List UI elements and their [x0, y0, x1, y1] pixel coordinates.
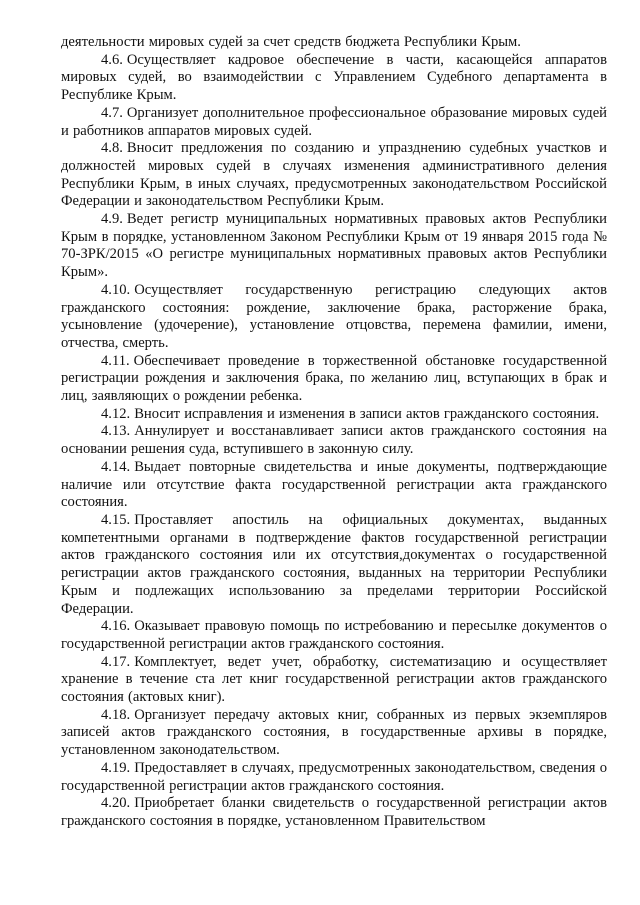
paragraph-4-19: [61, 760, 607, 795]
paragraph-number: 4.9.: [101, 211, 123, 228]
paragraph-text: Комплектует, ведет учет, обработку, систематизацию и осуществляет хранение в течение ста лет книг государственной регистрации актов гражданского состояния (актовых книг).: [61, 653, 607, 706]
paragraph-4-9: [61, 211, 607, 282]
paragraph-number: 4.18.: [101, 706, 131, 723]
paragraph-4-18: [61, 707, 607, 760]
paragraph-text: Организует передачу актовых книг, собранных из первых экземпляров записей актов гражданского состояния, в государственные архивы в порядке, установленном законодательством.: [61, 706, 607, 759]
paragraph-4-12: [61, 406, 607, 424]
paragraph-number: 4.19.: [101, 759, 131, 776]
paragraph-number: 4.12.: [101, 405, 131, 422]
paragraph-number: 4.8.: [101, 140, 123, 157]
paragraph-number: 4.6.: [101, 51, 123, 68]
paragraph-4-16: [61, 618, 607, 653]
paragraph-text: Проставляет апостиль на официальных документах, выданных компетентными органами в подтверждение фактов государственной регистрации актов гражданского состояния или их отсутствия,документах о государственной регистрации актов гражданского состояния, выданных на территории Республики Крым и подлежащих использованию за пределами территории Российской Федерации.: [61, 511, 607, 617]
paragraph-number: 4.17.: [101, 653, 131, 670]
paragraph-text: Осуществляет кадровое обеспечение в части, касающейся аппаратов мировых судей, во взаимодействии с Управлением Судебного департамента в Республике Крым.: [61, 51, 607, 104]
paragraph-4-17: [61, 654, 607, 707]
paragraph-text: Обеспечивает проведение в торжественной обстановке государственной регистрации рождения и заключения брака, по желанию лиц, вступающих в брак и лиц, заявляющих о рождении ребенка.: [61, 352, 607, 405]
paragraph-4-14: [61, 459, 607, 512]
paragraph-text: Аннулирует и восстанавливает записи актов гражданского состояния на основании решения суда, вступившего в законную силу.: [61, 423, 607, 458]
paragraph-text: Организует дополнительное профессиональное образование мировых судей и работников аппаратов мировых судей.: [61, 104, 607, 139]
paragraph-number: 4.7.: [101, 104, 123, 121]
paragraph-number: 4.16.: [101, 618, 131, 635]
paragraph-number: 4.20.: [101, 795, 131, 812]
paragraph-text: Выдает повторные свидетельства и иные документы, подтверждающие наличие или отсутствие факта государственной регистрации акта гражданского состояния.: [61, 458, 607, 511]
paragraph-text: Вносит исправления и изменения в записи актов гражданского состояния.: [134, 405, 600, 422]
paragraph-number: 4.10.: [101, 281, 131, 298]
paragraph-4-15: [61, 512, 607, 618]
paragraph-4-10: [61, 282, 607, 353]
paragraph-number: 4.13.: [101, 423, 131, 440]
paragraph-4-13: [61, 423, 607, 458]
paragraph-text: Предоставляет в случаях, предусмотренных законодательством, сведения о государственной регистрации актов гражданского состояния.: [61, 759, 607, 794]
paragraph-number: 4.14.: [101, 458, 131, 475]
paragraph-4-11: [61, 353, 607, 406]
paragraph-4-7: [61, 105, 607, 140]
paragraph-text: Осуществляет государственную регистрацию следующих актов гражданского состояния: рождение, заключение брака, расторжение брака, усыновление (удочерение), установление отцовства, перемена фамилии, имени, отчества, смерть.: [61, 281, 607, 351]
paragraph-text: деятельности мировых судей за счет средств бюджета Республики Крым.: [61, 34, 521, 50]
paragraph-text: Вносит предложения по созданию и упразднению судебных участков и должностей мировых судей в случаях изменения административного деления Республики Крым, в иных случаях, предусмотренных законодательством Российской Федерации и законодательством Республики Крым.: [61, 140, 607, 210]
paragraph-4-6: [61, 52, 607, 105]
paragraph-text: Оказывает правовую помощь по истребованию и пересылке документов о государственной регистрации актов гражданского состояния.: [61, 618, 607, 652]
paragraph-continuation: [61, 34, 607, 52]
paragraph-4-20: [61, 795, 607, 830]
paragraph-4-8: [61, 140, 607, 211]
paragraph-text: Ведет регистр муниципальных нормативных правовых актов Республики Крым в порядке, установленном Законом Республики Крым от 19 января 2015 года № 70-ЗРК/2015 «О регистре муниципальных нормативных правовых актов Республики Крым».: [61, 211, 607, 281]
paragraph-number: 4.11.: [101, 352, 130, 369]
paragraph-text: Приобретает бланки свидетельств о государственной регистрации актов гражданского состояния в порядке, установленном Правительством: [61, 795, 607, 829]
paragraph-number: 4.15.: [101, 511, 131, 528]
